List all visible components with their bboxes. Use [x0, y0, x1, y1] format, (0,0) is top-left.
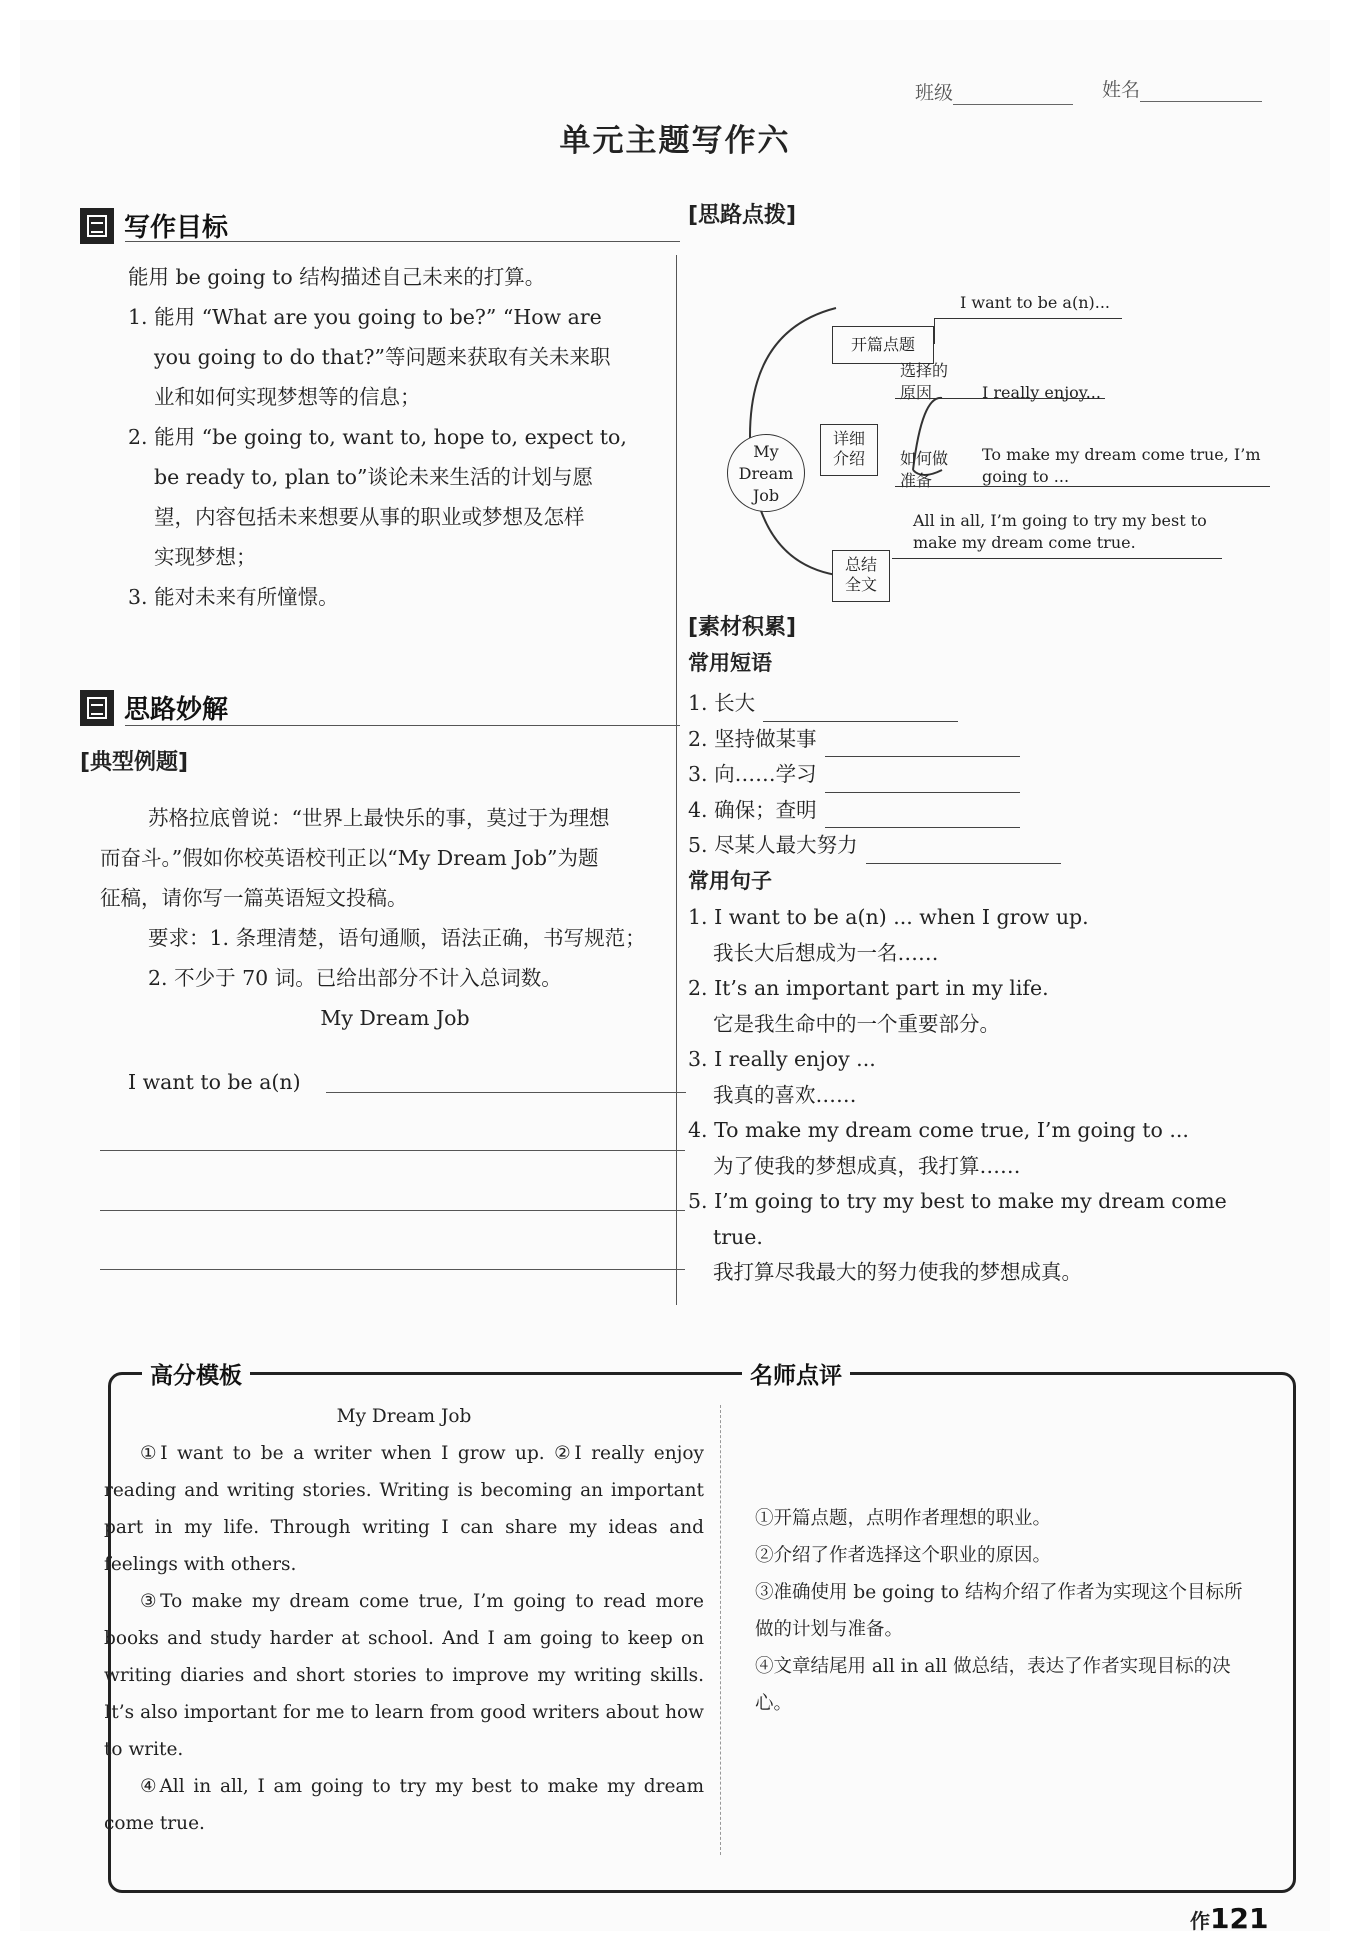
model-paragraph: ④All in all, I am going to try my best to make my dream come true. [104, 1776, 704, 1834]
writing-goal-title: 写作目标 [124, 213, 229, 243]
sentence-en: 4. To make my dream come true, I’m going to ... [688, 1118, 1189, 1142]
phrase-item [688, 757, 1061, 793]
phrase-text: 5. 尽某人最大努力 [688, 833, 858, 857]
goal-line: 业和如何实现梦想等的信息； [154, 385, 421, 409]
section-icon [80, 208, 114, 244]
connector [934, 318, 945, 344]
approach-title: 思路妙解 [124, 695, 229, 725]
goal-line: 3. 能对未来有所憧憬。 [128, 585, 339, 609]
phrase-item [688, 793, 1061, 829]
sentence-zh: 它是我生命中的一个重要部分。 [713, 1011, 1000, 1036]
phrase-text: 3. 向……学习 [688, 762, 817, 786]
class-field [915, 78, 1073, 105]
goal-line: you going to do that?”等问题来获取有关未来职 [154, 345, 611, 369]
sentence-en: 1. I want to be a(n) ... when I grow up. [688, 905, 1089, 929]
goal-intro: 能用 be going to 结构描述自己未来的打算。 [128, 265, 546, 289]
end-text-line: make my dream come true. [913, 533, 1136, 552]
phrase-blank[interactable] [866, 839, 1061, 864]
sentence-zh: 为了使我的梦想成真，我打算…… [713, 1153, 1021, 1178]
prepare-text [982, 444, 1260, 488]
goal-line: 实现梦想； [154, 545, 257, 569]
comment-item: ④文章结尾用 all in all 做总结，表达了作者实现目标的决心。 [755, 1656, 1231, 1714]
reason-text: I really enjoy... [982, 383, 1101, 402]
mind-map-connectors [680, 230, 1300, 630]
model-essay [104, 1398, 704, 1842]
end-text-line: All in all, I’m going to try my best to [913, 511, 1207, 530]
class-blank[interactable] [953, 84, 1073, 105]
sentence-zh: 我长大后想成为一名…… [713, 940, 939, 965]
comment-item: ②介绍了作者选择这个职业的原因。 [755, 1545, 1052, 1566]
answer-line [895, 486, 1270, 487]
section-rule [125, 241, 680, 242]
page-number [1190, 1902, 1268, 1935]
model-paragraph: ①I want to be a writer when I grow up. ②I really enjoy reading and writing stories. Writing is becoming an important part in my life. Through writing I can share my ideas and feelings with others. [104, 1443, 704, 1575]
comment-item: ①开篇点题，点明作者理想的职业。 [755, 1508, 1052, 1529]
phrase-blank[interactable] [825, 803, 1020, 828]
writing-line[interactable] [100, 1210, 685, 1211]
writing-line[interactable] [100, 1269, 685, 1270]
sentence-zh: 我打算尽我最大的努力使我的梦想成真。 [713, 1260, 1082, 1284]
phrase-item [688, 722, 1061, 758]
sentence-en-cont: true. [713, 1224, 763, 1249]
mind-map-center [727, 434, 805, 512]
goal-line: 1. 能用 “What are you going to be?” “How are [128, 305, 602, 329]
name-field [1102, 75, 1262, 102]
page-title: 单元主题写作六 [559, 123, 791, 159]
worksheet-page [20, 20, 1330, 1935]
end-text [913, 510, 1207, 554]
prepare-label-line: 准备 [900, 471, 933, 490]
phrase-item [688, 828, 1061, 864]
answer-line [934, 318, 1122, 319]
goal-line: 望，内容包括未来想要从事的职业或梦想及怎样 [154, 505, 585, 529]
approach-header [80, 689, 228, 726]
prompt-line: 要求：1. 条理清楚，语句通顺，语法正确，书写规范； [148, 926, 646, 950]
model-essay-title: My Dream Job [336, 1406, 472, 1427]
phrase-blank[interactable] [763, 697, 958, 722]
goal-line: 2. 能用 “be going to, want to, hope to, expect to, [128, 425, 627, 449]
branch-detail [820, 424, 878, 476]
essay-starter [128, 1062, 301, 1102]
detail-line: 介绍 [832, 449, 865, 468]
detail-line: 详细 [832, 429, 865, 448]
name-label: 姓名 [1102, 79, 1141, 101]
phrase-blank[interactable] [825, 768, 1020, 793]
reason-label-line: 原因 [900, 383, 933, 402]
writing-line[interactable] [100, 1150, 685, 1151]
class-label: 班级 [915, 82, 954, 104]
teacher-comments [755, 1500, 1255, 1722]
prepare-text-line: To make my dream come true, I’m [982, 445, 1261, 464]
phrase-blank[interactable] [825, 732, 1020, 757]
sentence-en: 2. It’s an important part in my life. [688, 976, 1049, 1000]
summary-line: 总结 [844, 555, 877, 574]
writing-line[interactable] [326, 1092, 686, 1093]
writing-goal-header [80, 207, 228, 244]
frame-divider [720, 1405, 721, 1855]
sentence-en: 3. I really enjoy ... [688, 1047, 876, 1071]
phrase-list [688, 686, 1061, 864]
center-line: My [753, 442, 779, 461]
sentences-heading: 常用句子 [688, 869, 772, 893]
comment-item: ③准确使用 be going to 结构介绍了作者为实现这个目标所做的计划与准备。 [755, 1582, 1243, 1640]
prepare-text-line: going to ... [982, 467, 1070, 486]
center-line: Job [752, 486, 780, 505]
essay-title: My Dream Job [320, 1006, 470, 1030]
prompt-line: 而奋斗。”假如你校英语校刊正以“My Dream Job”为题 [100, 846, 599, 870]
page-prefix: 作 [1190, 1909, 1210, 1933]
example-prompt [100, 798, 690, 1038]
comment-heading: 名师点评 [742, 1357, 850, 1390]
answer-line [895, 398, 1105, 399]
center-line: Dream [738, 464, 794, 483]
summary-line: 全文 [844, 575, 877, 594]
phrase-text: 1. 长大 [688, 691, 756, 715]
column-divider [676, 255, 677, 1305]
open-text: I want to be a(n)... [960, 293, 1110, 312]
mind-map-heading: [思路点拨] [688, 203, 797, 228]
branch-opening: 开篇点题 [832, 326, 934, 364]
goal-line: be ready to, plan to”谈论未来生活的计划与愿 [154, 465, 593, 489]
phrases-heading: 常用短语 [688, 651, 772, 675]
branch-summary [832, 550, 890, 602]
sentence-list [688, 900, 1298, 1291]
sentence-zh: 我真的喜欢…… [713, 1082, 857, 1107]
phrase-text: 2. 坚持做某事 [688, 726, 817, 751]
section-rule [125, 725, 680, 726]
sentence-en: 5. I’m going to try my best to make my dream come [688, 1189, 1227, 1213]
answer-line [892, 558, 1222, 559]
phrase-text: 4. 确保；查明 [688, 797, 817, 822]
prepare-label-line: 如何做 [900, 449, 949, 468]
starter-text: I want to be a(n) [128, 1070, 301, 1094]
writing-goal-content [128, 257, 688, 617]
prompt-line: 苏格拉底曾说：“世界上最快乐的事，莫过于为理想 [148, 806, 610, 830]
section-icon [80, 690, 114, 726]
prompt-line: 2. 不少于 70 词。已给出部分不计入总词数。 [148, 966, 562, 990]
reason-label-line: 选择的 [900, 361, 949, 380]
template-heading: 高分模板 [142, 1357, 250, 1390]
page-number-value: 121 [1210, 1902, 1269, 1935]
name-blank[interactable] [1140, 81, 1262, 102]
example-heading: [典型例题] [80, 750, 189, 775]
model-paragraph: ③To make my dream come true, I’m going to read more books and study harder at school. And I am going to keep on writing diaries and short stories to improve my writing skills. It’s also important for me to learn from good writers about how to write. [104, 1591, 704, 1760]
prompt-line: 征稿，请你写一篇英语短文投稿。 [100, 886, 408, 910]
phrase-item [688, 686, 1061, 722]
materials-heading: [素材积累] [688, 615, 797, 640]
